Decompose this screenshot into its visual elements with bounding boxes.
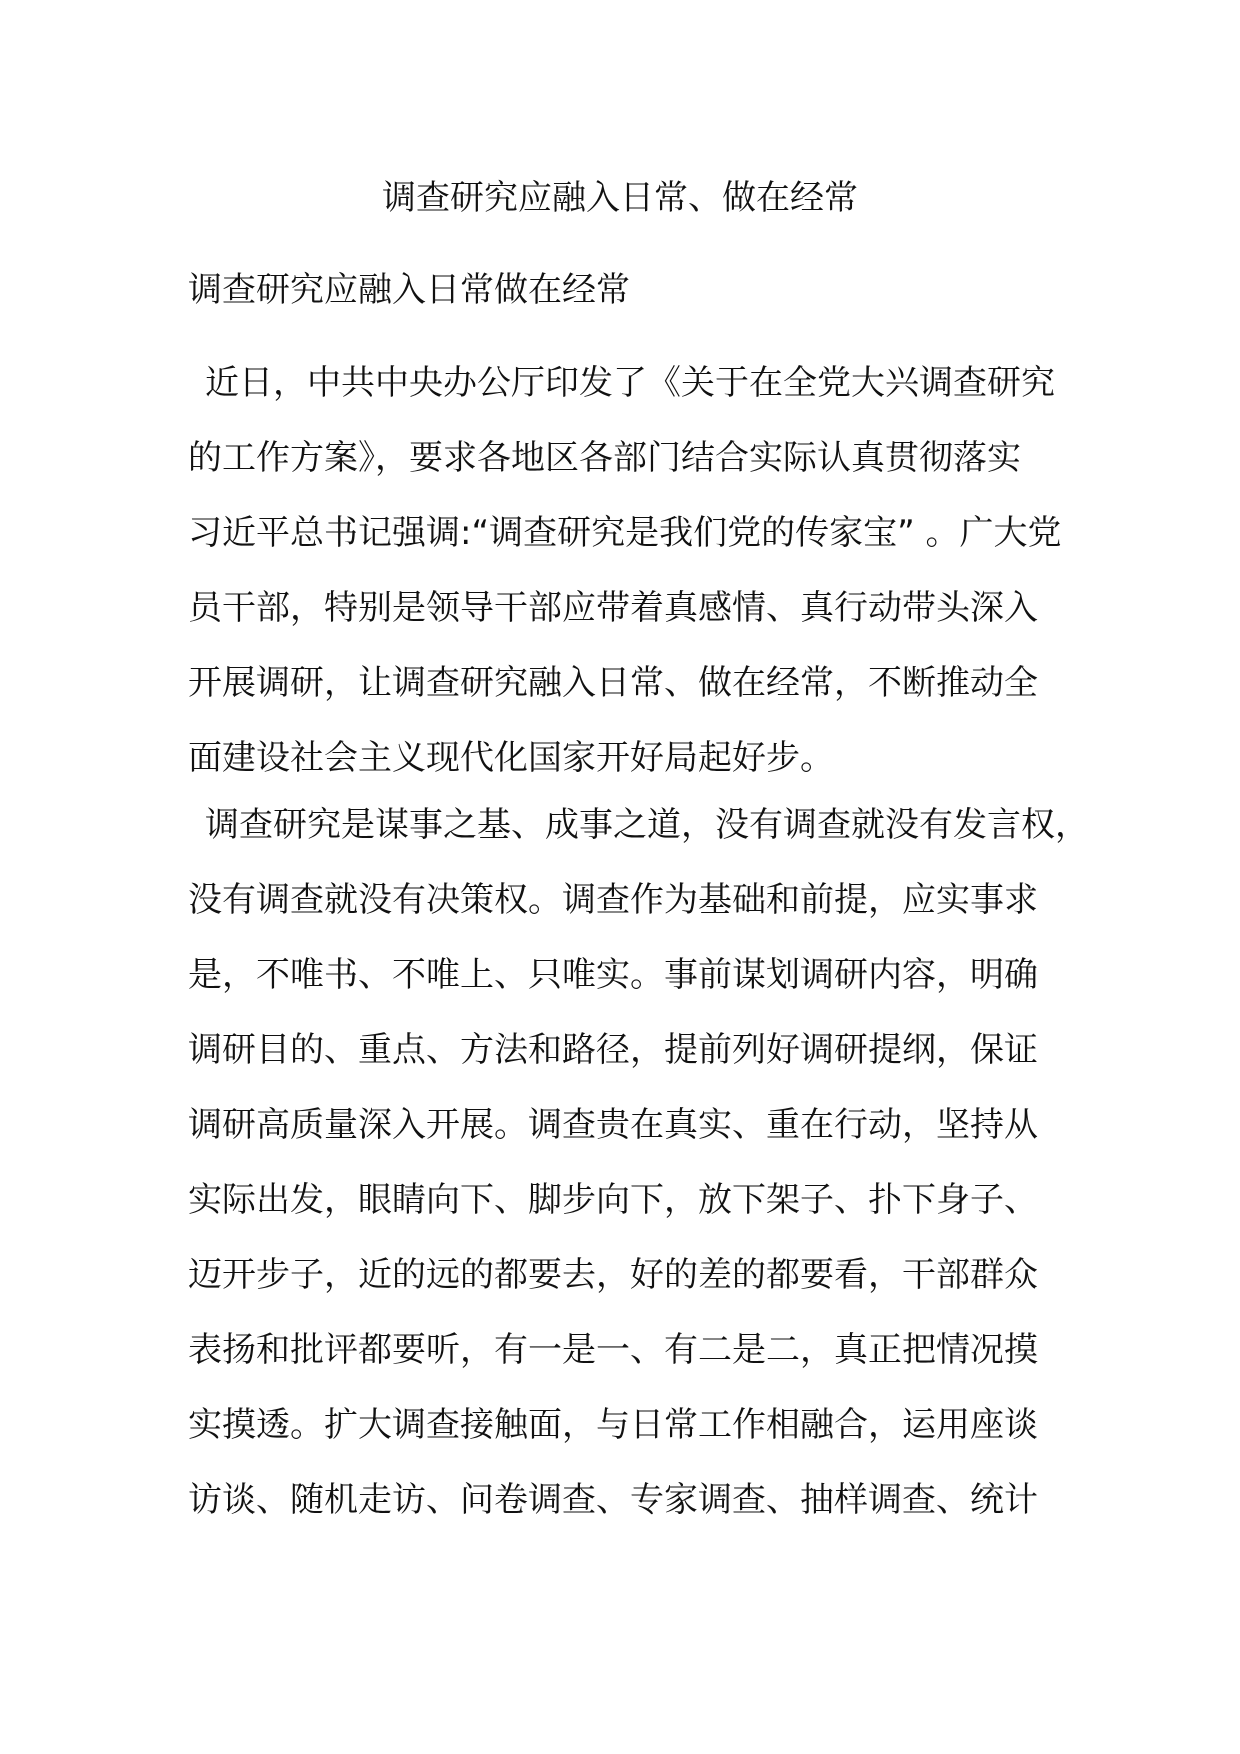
paragraph-line: 近日，中共中央办公厅印发了《关于在全党大兴调查研究 [205,363,1055,403]
paragraph-line: 面建设社会主义现代化国家开好局起好步。 [188,738,834,778]
paragraph-line: 没有调查就没有决策权。调查作为基础和前提，应实事求 [188,880,1038,920]
paragraph-line: 调查研究是谋事之基、成事之道，没有调查就没有发言权， [205,805,1089,845]
paragraph-line: 是，不唯书、不唯上、只唯实。事前谋划调研内容，明确 [188,955,1038,995]
document-subtitle: 调查研究应融入日常做在经常 [188,270,630,310]
paragraph-line: 习近平总书记强调:“调查研究是我们党的传家宝” 。广大党 [188,513,1062,553]
paragraph [188,346,1062,796]
paragraph-line: 迈开步子，近的远的都要去，好的差的都要看，干部群众 [188,1255,1038,1295]
paragraph-line: 调研目的、重点、方法和路径，提前列好调研提纲，保证 [188,1030,1038,1070]
paragraph-line: 员干部，特别是领导干部应带着真感情、真行动带头深入 [188,588,1038,628]
paragraph-line: 实摸透。扩大调查接触面，与日常工作相融合，运用座谈 [188,1405,1038,1445]
paragraph-line: 的工作方案》，要求各地区各部门结合实际认真贯彻落实 [188,438,1021,478]
paragraph-line: 调研高质量深入开展。调查贵在真实、重在行动，坚持从 [188,1105,1038,1145]
paragraph-line: 访谈、随机走访、问卷调查、专家调查、抽样调查、统计 [188,1480,1038,1520]
document-title: 调查研究应融入日常、做在经常 [382,178,858,218]
paragraph-line: 开展调研，让调查研究融入日常、做在经常，不断推动全 [188,663,1038,703]
paragraph [188,788,1089,1538]
paragraph-line: 表扬和批评都要听，有一是一、有二是二，真正把情况摸 [188,1330,1038,1370]
paragraph-line: 实际出发，眼睛向下、脚步向下，放下架子、扑下身子、 [188,1180,1038,1220]
